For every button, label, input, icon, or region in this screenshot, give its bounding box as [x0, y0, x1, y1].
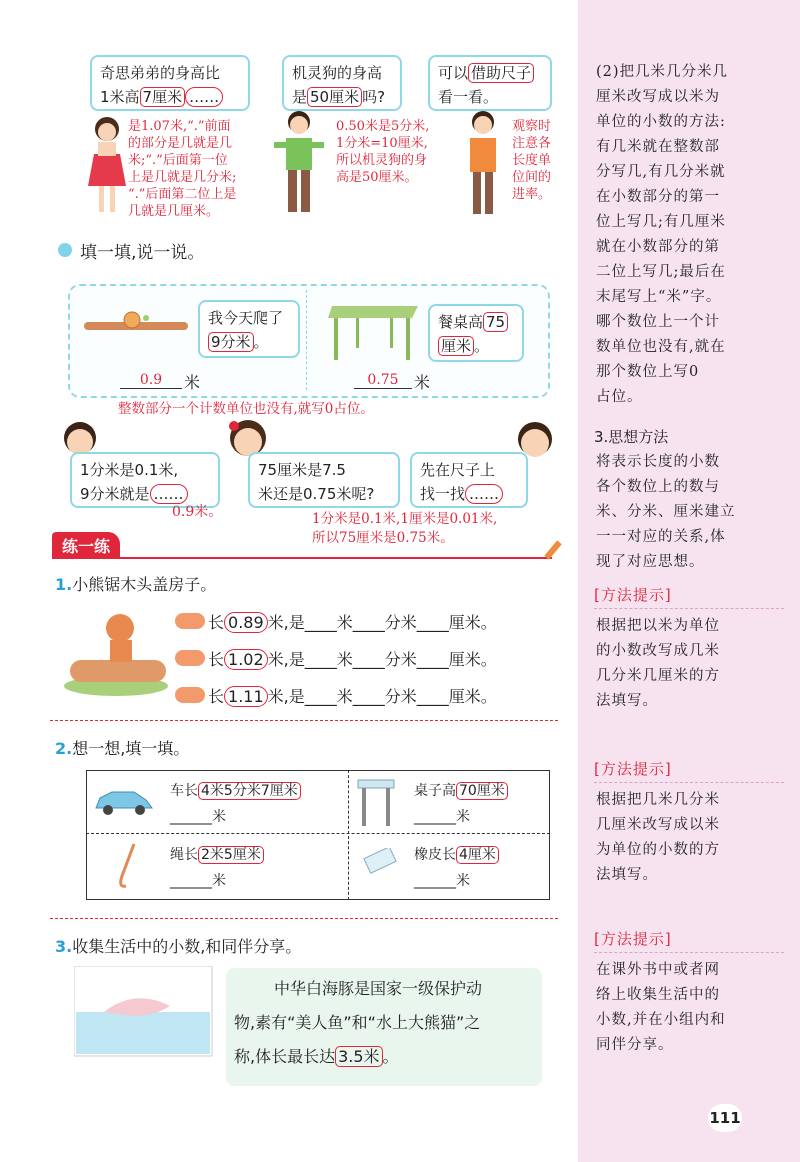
q1-title: 1.小熊锯木头盖房子。	[55, 575, 217, 594]
practice-tab: 练一练	[52, 532, 120, 559]
method-tip-heading: [方法提示]	[594, 586, 672, 604]
q2-cell-rope: 绳长 2米5厘米 ______米	[170, 844, 264, 890]
q2-title: 2.想一想,填一填。	[55, 739, 190, 758]
tip-separator	[594, 952, 784, 953]
q2-cell-desk: 桌子高 70厘米 ______米	[414, 780, 508, 826]
highlight-oval: ……	[185, 87, 223, 107]
q1-row: 长 0.89 米,是____米____分米____厘米。	[208, 613, 497, 632]
section-bullet-icon	[58, 243, 72, 257]
highlight-box: 借助尺子	[468, 63, 534, 83]
table-answer-line: 0.75	[354, 372, 412, 389]
tip-separator	[594, 782, 784, 783]
dolphin-illustration	[74, 966, 214, 1058]
highlight-box: 50厘米	[307, 87, 362, 107]
q2-cell-eraser: 橡皮长 4厘米 ______米	[414, 844, 499, 890]
girl-note: 是1.07米,“.”前面 的部分是几就是几 米;“.”后面第一位 上是几就是几分米; “.”后面第二位上是 几就是几厘米。	[128, 119, 237, 219]
method-tip-3: 在课外书中或者网 络上收集生活中的 小数,并在小组内和 同伴分享。	[596, 962, 726, 1053]
fill-note: 整数部分一个计数单位也没有,就写0占位。	[118, 401, 374, 417]
method-tip-heading: [方法提示]	[594, 760, 672, 778]
bubble-line: 奇思弟弟的身高比	[100, 64, 221, 82]
tip-separator	[594, 608, 784, 609]
highlight-oval: ……	[150, 484, 188, 504]
divider	[50, 918, 558, 919]
boy-thinking-illustration	[460, 108, 506, 220]
boy-illustration	[270, 108, 328, 220]
speech-bubble-decimeter: 1分米是0.1米, 9分米就是 ……	[70, 452, 220, 508]
boy-note: 0.50米是5分米, 1分米=10厘米, 所以机灵狗的身 高是50厘米。	[336, 119, 430, 185]
mid-answer: 0.9米。	[172, 504, 223, 520]
log-icon	[175, 687, 205, 703]
highlight-box: 75	[483, 312, 508, 332]
snail-speech-bubble: 我今天爬了 9分米 。	[198, 300, 300, 358]
method-tip-2: 根据把几米几分米 几厘米改写成以米 为单位的小数的方 法填写。	[596, 792, 720, 883]
highlight-box: 厘米	[438, 336, 474, 356]
sidebar-part3: 将表示长度的小数 各个数位上的数与 米、分米、厘米建立 一一对应的关系,体 现了对应思想。	[596, 454, 736, 570]
speech-bubble-height-comparison: 奇思弟弟的身高比 1米高 7厘米 ……	[90, 55, 250, 111]
eraser-icon	[362, 848, 398, 876]
speech-bubble-ruler: 可以 借助尺子 看一看。	[428, 55, 552, 111]
snail-unit: 米	[184, 373, 201, 392]
desk-icon	[356, 776, 396, 828]
highlight-box: 9分米	[208, 332, 254, 352]
q2-table-hline	[86, 833, 550, 834]
snail-on-stick-icon	[84, 310, 190, 336]
rope-icon	[112, 842, 142, 890]
speech-bubble-ruler-find: 先在尺子上 找一找 ……	[410, 452, 528, 508]
practice-underline	[52, 557, 552, 559]
bear-sawing-illustration	[60, 606, 172, 698]
snail-answer-line: 0.9	[120, 372, 182, 389]
page-number: 111	[708, 1104, 742, 1132]
highlight-box: 7厘米	[140, 87, 186, 107]
log-icon	[175, 613, 205, 629]
q2-table-vline	[348, 770, 349, 900]
method-tip-heading: [方法提示]	[594, 930, 672, 948]
highlight-oval: ……	[465, 484, 503, 504]
highlight-box: 3.5米	[335, 1046, 382, 1067]
right-note: 观察时 注意各 长度单 位间的 进率。	[512, 119, 552, 202]
q2-cell-car: 车长 4米5分米7厘米 ______米	[170, 780, 301, 826]
q3-text-panel: 中华白海豚是国家一级保护动 物,素有“美人鱼”和“水上大熊猫”之 称,体长最长达 3.5米 。	[226, 968, 542, 1086]
table-speech-bubble: 餐桌高 75 厘米 。	[428, 304, 524, 362]
log-icon	[175, 650, 205, 666]
panel-divider	[306, 290, 307, 390]
sidebar-part3-title: 3.思想方法	[594, 428, 669, 446]
girl-illustration	[84, 114, 130, 222]
dining-table-icon	[326, 298, 422, 364]
speech-bubble-question: 75厘米是7.5 米还是0.75米呢?	[248, 452, 400, 508]
pencil-icon	[544, 540, 561, 559]
q3-title: 3.收集生活中的小数,和同伴分享。	[55, 937, 302, 956]
q1-row: 长 1.02 米,是____米____分米____厘米。	[208, 650, 497, 669]
q1-row: 长 1.11 米,是____米____分米____厘米。	[208, 687, 497, 706]
table-unit: 米	[414, 373, 431, 392]
car-icon	[92, 786, 154, 816]
divider	[50, 720, 558, 721]
sidebar-part2: (2)把几米几分米几 厘米改写成以米为 单位的小数的方法: 有几米就在整数部 分写几,有几分米就 在小数部分的第一 位上写几;有几厘米 就在小数部分的第 二位上写几;最后在 末尾写上“米”字。 哪个数位上一个计 数单位也没有,就在 那个数位上写0 占位。	[596, 64, 729, 405]
speech-bubble-dog-height: 机灵狗的身高 是 50厘米 吗?	[282, 55, 402, 111]
mid-note: 1分米是0.1米,1厘米是0.01米, 所以75厘米是0.75米。	[312, 511, 498, 546]
method-tip-1: 根据把以米为单位 的小数改写成几米 几分米几厘米的方 法填写。	[596, 618, 720, 709]
section-heading: 填一填,说一说。	[80, 243, 205, 263]
